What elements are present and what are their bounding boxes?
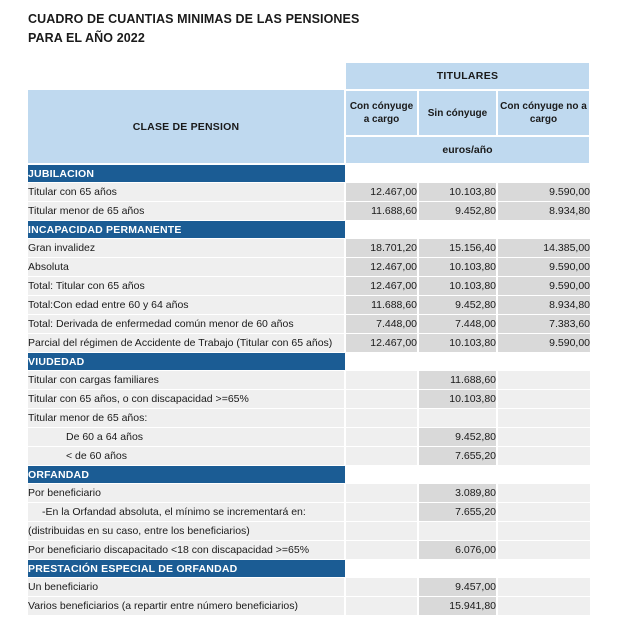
row-value-cell: 7.655,20 — [418, 447, 497, 466]
pension-table-body — [28, 63, 590, 616]
section-header-blank-cell — [497, 353, 590, 371]
table-row — [28, 239, 590, 258]
section-header-label: PRESTACIÓN ESPECIAL DE ORFANDAD — [28, 560, 345, 578]
row-value-cell: 3.089,80 — [418, 484, 497, 503]
section-header-row — [28, 164, 590, 183]
section-header-label: ORFANDAD — [28, 466, 345, 484]
section-header-row — [28, 560, 590, 578]
row-value-cell — [345, 484, 418, 503]
row-label: -En la Orfandad absoluta, el mínimo se incrementará en: — [28, 503, 345, 522]
row-value-cell: 10.103,80 — [418, 277, 497, 296]
row-value-cell — [345, 522, 418, 541]
section-header-blank-cell — [497, 466, 590, 484]
row-value-cell — [345, 503, 418, 522]
row-value-cell: 9.590,00 — [497, 277, 590, 296]
row-value-cell: 8.934,80 — [497, 296, 590, 315]
table-row — [28, 409, 590, 428]
row-value-cell — [418, 522, 497, 541]
row-value-cell: 7.448,00 — [418, 315, 497, 334]
row-label: Titular menor de 65 años: — [28, 409, 345, 428]
header-col-sin-conyuge: Sin cónyuge — [418, 90, 497, 136]
row-label: Por beneficiario — [28, 484, 345, 503]
table-row — [28, 447, 590, 466]
section-header-blank-cell — [418, 221, 497, 239]
row-value-cell: 9.590,00 — [497, 183, 590, 202]
page-title-line-2: PARA EL AÑO 2022 — [28, 31, 145, 45]
row-value-cell — [345, 428, 418, 447]
row-value-cell — [345, 541, 418, 560]
row-value-cell — [497, 597, 590, 616]
row-value-cell: 9.452,80 — [418, 202, 497, 221]
section-header-blank-cell — [497, 221, 590, 239]
row-value-cell: 9.457,00 — [418, 578, 497, 597]
row-label: De 60 a 64 años — [28, 428, 345, 447]
row-label: Varios beneficiarios (a repartir entre número beneficiarios) — [28, 597, 345, 616]
row-label: < de 60 años — [28, 447, 345, 466]
section-header-row — [28, 221, 590, 239]
row-value-cell — [497, 447, 590, 466]
section-header-blank-cell — [418, 164, 497, 183]
section-header-blank-cell — [418, 560, 497, 578]
section-header-blank-cell — [418, 353, 497, 371]
table-row — [28, 258, 590, 277]
row-value-cell — [497, 541, 590, 560]
row-value-cell: 12.467,00 — [345, 277, 418, 296]
table-row — [28, 541, 590, 560]
row-label: Parcial del régimen de Accidente de Trabajo (Titular con 65 años) — [28, 334, 345, 353]
row-label: Total: Derivada de enfermedad común menor de 60 años — [28, 315, 345, 334]
row-value-cell: 7.448,00 — [345, 315, 418, 334]
row-value-cell: 6.076,00 — [418, 541, 497, 560]
row-value-cell: 12.467,00 — [345, 334, 418, 353]
section-header-label: INCAPACIDAD PERMANENTE — [28, 221, 345, 239]
row-value-cell — [345, 371, 418, 390]
table-row — [28, 202, 590, 221]
row-label: Total:Con edad entre 60 y 64 años — [28, 296, 345, 315]
table-row — [28, 484, 590, 503]
header-col-con-conyuge-a-cargo: Con cónyuge a cargo — [345, 90, 418, 136]
table-header-row-columns — [28, 90, 590, 136]
section-header-blank-cell — [497, 164, 590, 183]
section-header-blank-cell — [345, 164, 418, 183]
row-label: (distribuidas en su caso, entre los beneficiarios) — [28, 522, 345, 541]
section-header-blank-cell — [345, 353, 418, 371]
row-value-cell — [345, 409, 418, 428]
row-value-cell — [345, 597, 418, 616]
row-value-cell — [345, 390, 418, 409]
table-row — [28, 578, 590, 597]
section-header-blank-cell — [418, 466, 497, 484]
row-value-cell: 10.103,80 — [418, 183, 497, 202]
row-label: Un beneficiario — [28, 578, 345, 597]
row-value-cell: 7.655,20 — [418, 503, 497, 522]
row-value-cell: 18.701,20 — [345, 239, 418, 258]
row-value-cell: 7.383,60 — [497, 315, 590, 334]
section-header-blank-cell — [345, 221, 418, 239]
section-header-row — [28, 353, 590, 371]
row-value-cell — [497, 503, 590, 522]
header-spacer-cell — [28, 63, 345, 90]
table-row — [28, 334, 590, 353]
table-row — [28, 503, 590, 522]
table-row — [28, 315, 590, 334]
section-header-label: JUBILACION — [28, 164, 345, 183]
table-row — [28, 296, 590, 315]
header-units-euros-anio: euros/año — [345, 136, 590, 164]
row-label: Titular con 65 años, o con discapacidad >=65% — [28, 390, 345, 409]
table-row — [28, 183, 590, 202]
section-header-label: VIUDEDAD — [28, 353, 345, 371]
table-row — [28, 522, 590, 541]
row-value-cell: 11.688,60 — [418, 371, 497, 390]
section-header-blank-cell — [345, 466, 418, 484]
row-label: Gran invalidez — [28, 239, 345, 258]
row-value-cell: 9.452,80 — [418, 296, 497, 315]
section-header-blank-cell — [345, 560, 418, 578]
row-value-cell: 11.688,60 — [345, 296, 418, 315]
section-header-blank-cell — [497, 560, 590, 578]
row-value-cell — [497, 522, 590, 541]
table-row — [28, 277, 590, 296]
row-value-cell — [345, 578, 418, 597]
row-value-cell: 9.452,80 — [418, 428, 497, 447]
row-value-cell: 14.385,00 — [497, 239, 590, 258]
row-value-cell — [497, 409, 590, 428]
row-label: Titular con cargas familiares — [28, 371, 345, 390]
row-label: Total: Titular con 65 años — [28, 277, 345, 296]
row-value-cell: 10.103,80 — [418, 334, 497, 353]
table-row — [28, 390, 590, 409]
row-value-cell — [497, 390, 590, 409]
table-header-row-group — [28, 63, 590, 90]
row-value-cell: 10.103,80 — [418, 258, 497, 277]
row-value-cell: 12.467,00 — [345, 258, 418, 277]
row-value-cell: 10.103,80 — [418, 390, 497, 409]
row-value-cell: 8.934,80 — [497, 202, 590, 221]
row-value-cell: 12.467,00 — [345, 183, 418, 202]
row-label: Titular con 65 años — [28, 183, 345, 202]
page-title-line-1: CUADRO DE CUANTIAS MINIMAS DE LAS PENSIONES — [28, 12, 360, 26]
row-value-cell: 9.590,00 — [497, 334, 590, 353]
row-label: Titular menor de 65 años — [28, 202, 345, 221]
row-label: Por beneficiario discapacitado <18 con discapacidad >=65% — [28, 541, 345, 560]
row-value-cell — [497, 371, 590, 390]
section-header-row — [28, 466, 590, 484]
row-value-cell: 15.156,40 — [418, 239, 497, 258]
pension-table-container — [28, 63, 590, 616]
row-value-cell — [497, 578, 590, 597]
table-row — [28, 371, 590, 390]
row-value-cell: 11.688,60 — [345, 202, 418, 221]
page-title — [28, 10, 548, 48]
row-value-cell — [497, 428, 590, 447]
row-value-cell: 15.941,80 — [418, 597, 497, 616]
row-value-cell: 9.590,00 — [497, 258, 590, 277]
header-group-titulares: TITULARES — [345, 63, 590, 90]
pension-table — [28, 63, 591, 616]
row-label: Absoluta — [28, 258, 345, 277]
table-row — [28, 597, 590, 616]
header-col-con-conyuge-no-a-cargo: Con cónyuge no a cargo — [497, 90, 590, 136]
row-value-cell — [418, 409, 497, 428]
header-clase-de-pension: CLASE DE PENSION — [28, 90, 345, 164]
row-value-cell — [497, 484, 590, 503]
row-value-cell — [345, 447, 418, 466]
table-row — [28, 428, 590, 447]
